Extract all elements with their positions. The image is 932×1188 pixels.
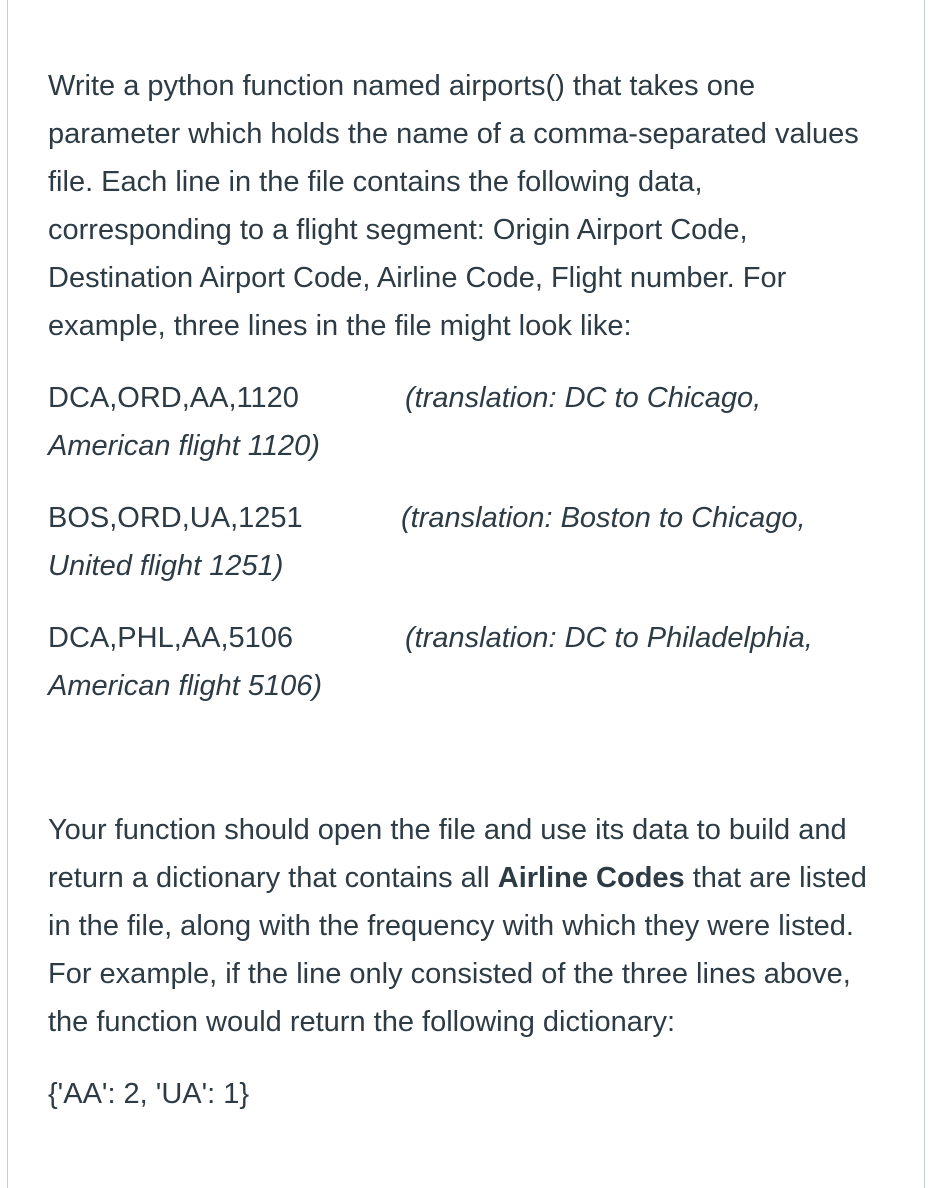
example-translation: (translation: DC to Philadelphia, [405,622,813,654]
description-text-after: that are listed in the file, along with the frequency with which they were listed. For example, if the line only consisted of the three lines above, the function would return the following dictionary: [48,862,867,1038]
example-line-3 [48,614,878,710]
airline-codes-bold: Airline Codes [497,862,685,894]
example-line-1 [48,374,878,470]
example-code: DCA,ORD,AA,1120 [48,382,299,414]
intro-paragraph: Write a python function named airports() that takes one parameter which holds the name of a comma-separated values file. Each line in the file contains the following data, corresponding to a flight segment: Origin Airport Code, Destination Airport Code, Airline Code, Flight number. For example, three lines in the file might look like: [48,70,859,342]
example-translation: (translation: DC to Chicago, [405,382,762,414]
example-code: BOS,ORD,UA,1251 [48,502,303,534]
result-dictionary: {'AA': 2, 'UA': 1} [48,1078,250,1110]
example-translation-rest: American flight 5106) [48,670,323,702]
example-translation: (translation: Boston to Chicago, [401,502,806,534]
example-translation-rest: American flight 1120) [48,430,320,462]
description-paragraph [48,806,878,1046]
description-text-before: Your function should open the file and use its data to build and return a dictionary that contains all [48,814,847,894]
question-body [48,62,878,1118]
spacer [48,734,878,806]
example-line-2 [48,494,878,590]
example-translation-rest: United flight 1251) [48,550,284,582]
example-code: DCA,PHL,AA,5106 [48,622,294,654]
